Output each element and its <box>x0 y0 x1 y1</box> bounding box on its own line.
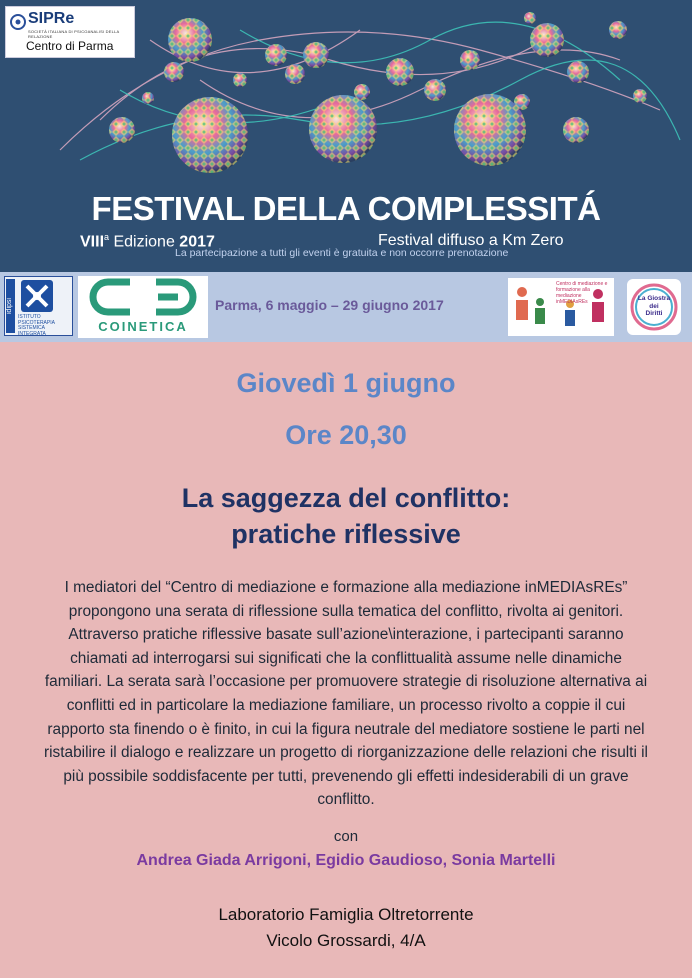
mediation-centre-name: Centro di mediazione e formazione alla mediazione inMEDIAsREs <box>556 281 608 305</box>
idipsi-text <box>18 315 55 337</box>
venue-name: Laboratorio Famiglia Oltretorrente <box>218 905 474 924</box>
event-description <box>10 576 682 812</box>
description-line: conflitto. <box>317 791 375 809</box>
sipre-emblem-icon <box>9 11 27 33</box>
description-line: conflitti ed in particolare la mediazione familiare, un processo rivolto a coppie il cui <box>66 696 626 714</box>
festival-title: FESTIVAL DELLA COMPLESSITÁ <box>91 190 601 227</box>
with-label: con <box>333 828 359 845</box>
free-entry-notice: La partecipazione a tutti gli eventi è gratuita e non occorre prenotazione <box>175 247 509 259</box>
idipsi-text-line: PSICOTERAPIA <box>18 319 55 326</box>
festival-header <box>0 0 692 272</box>
event-date: Giovedì 1 giugno <box>236 368 456 398</box>
coinetica-mark-icon <box>78 276 208 318</box>
giostra-name-line: Diritti <box>645 310 663 317</box>
idipsi-text-line: SISTEMICA <box>18 325 45 331</box>
description-line: più possibile soddisfacente per tutti, prevenendo gli effetti indesiderabili di un grave <box>63 767 629 785</box>
event-title <box>0 480 692 552</box>
giostra-name-line: La Giostra <box>637 295 671 302</box>
giostra-name-line: dei <box>649 302 659 310</box>
idipsi-text-line: ISTITUTO <box>18 314 41 320</box>
idipsi-vertical-name: idipsi <box>6 279 15 333</box>
description-line: chiamati ad interrogarsi sui significati che la conflittualità assume nelle dinamiche <box>70 649 622 667</box>
description-line: Attraverso pratiche riflessive basate sull’azione\interazione, i partecipanti saranno <box>68 626 624 644</box>
description-line: rapporto sta finendo o è finito, in cui la figura neutrale del mediatore sostiene le parti nel <box>47 720 645 738</box>
edition-superscript: a <box>104 232 110 242</box>
event-title-line-2: pratiche riflessive <box>231 519 461 549</box>
festival-dates: Parma, 6 maggio – 29 giugno 2017 <box>215 297 444 313</box>
sipre-logo-centre: Centro di Parma <box>26 39 114 53</box>
description-line: I mediatori del “Centro di mediazione e formazione alla mediazione inMEDIAsREs” <box>64 579 628 596</box>
sipre-logo <box>5 6 135 58</box>
event-title-line-1: La saggezza del conflitto: <box>181 483 511 513</box>
coinetica-logo <box>78 276 208 338</box>
sipre-logo-subtitle: SOCIETÀ ITALIANA DI PSICOANALISI DELLA RELAZIONE <box>28 29 120 39</box>
idipsi-cross-icon <box>21 280 53 312</box>
speakers-list: Andrea Giada Arrigoni, Egidio Gaudioso, Sonia Martelli <box>136 852 556 869</box>
idipsi-text-line: INTEGRATA <box>18 330 46 337</box>
giostra-name <box>635 295 673 318</box>
sipre-logo-name: SIPRe <box>28 10 75 27</box>
description-line: propongono una serata di riflessione sulla tematica del conflitto, rivolta ai genitori. <box>68 602 624 620</box>
edition-number: VIII <box>80 233 105 251</box>
coinetica-name: COINETICA <box>98 319 188 334</box>
mediation-centre-logo <box>508 278 614 336</box>
edition-word: Edizione <box>109 233 180 251</box>
description-line: ristabilire il dialogo e realizzare un progetto di riorganizzazione delle relazioni che risulti il <box>44 744 648 762</box>
venue-address: Vicolo Grossardi, 4/A <box>266 931 426 950</box>
idipsi-logo <box>4 276 73 336</box>
description-line: familiari. La serata sarà l’occasione per promuovere strategie di risoluzione alternativa ai <box>44 673 648 691</box>
event-venue <box>0 902 692 954</box>
event-time: Ore 20,30 <box>285 420 407 450</box>
giostra-diritti-logo <box>627 279 681 335</box>
edition-year: 2017 <box>179 233 215 251</box>
festival-tagline: Festival diffuso a Km Zero <box>378 232 564 249</box>
